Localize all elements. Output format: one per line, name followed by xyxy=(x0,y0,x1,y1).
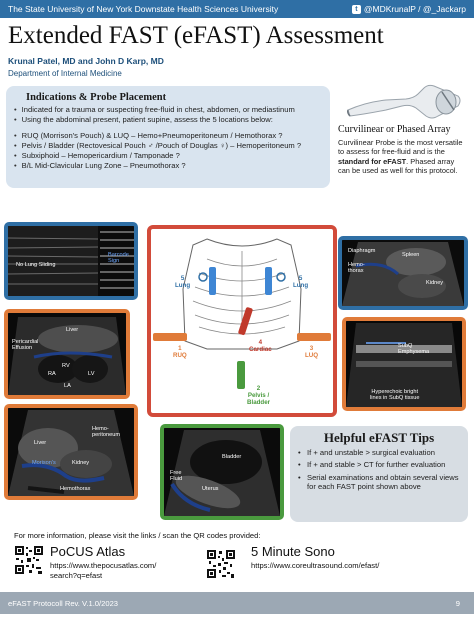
subq-caption: Hyperechoic bright lines in SubQ tissue xyxy=(370,389,420,402)
ruq-hemothorax-label: Hemothorax xyxy=(60,486,91,492)
indications-panel xyxy=(6,86,330,188)
zone-luq-label: 3 LUQ xyxy=(305,345,319,359)
department: Department of Internal Medicine xyxy=(8,69,122,78)
page-title: Extended FAST (eFAST) Assessment xyxy=(8,22,384,49)
footer xyxy=(0,592,474,614)
tip-item: • If + and stable > CT for further evaluation xyxy=(298,460,460,469)
social-handles xyxy=(352,4,466,14)
authors: Krunal Patel, MD and John D Karp, MD xyxy=(8,56,164,66)
luq-kidney-label: Kidney xyxy=(426,280,444,286)
five-minute-sono-title[interactable]: 5 Minute Sono xyxy=(251,544,335,559)
luq-diaphragm-label: Diaphragm xyxy=(348,248,376,254)
lung-label-left: No Lung Sliding xyxy=(16,262,56,268)
page-number: 9 xyxy=(455,598,460,608)
zone-cardiac-label: 4 Cardiac xyxy=(249,339,272,353)
ruq-liver-label: Liver xyxy=(34,440,47,446)
location-item: • Pelvis / Bladder (Rectovesical Pouch ♂ /Pouch of Douglas ♀) – Hemoperitoneum ? xyxy=(14,141,322,151)
ultrasound-subq-panel xyxy=(342,317,466,411)
lung-label-right: Barcode Sign xyxy=(108,252,129,265)
ruq-morisons-label: Morison's xyxy=(32,460,56,466)
cardiac-ra-label: RA xyxy=(48,371,56,377)
ultrasound-probe-image xyxy=(346,80,464,122)
zone-ruq-label: 1 RUQ xyxy=(173,345,187,359)
more-info-text: For more information, please visit the links / scan the QR codes provided: xyxy=(14,531,261,540)
pelvis-bladder-label: Bladder xyxy=(222,454,242,460)
ultrasound-lung-panel xyxy=(4,222,138,300)
locations-list xyxy=(14,131,322,171)
ultrasound-luq-panel xyxy=(338,236,468,310)
probe-title: Curvilinear or Phased Array xyxy=(338,124,451,135)
cardiac-la-label: LA xyxy=(64,383,71,389)
pocus-atlas-title[interactable]: PoCUS Atlas xyxy=(50,544,126,559)
tip-item: • If + and unstable > surgical evaluation xyxy=(298,448,460,457)
twitter-icon: t xyxy=(352,5,361,14)
ruq-kidney-label: Kidney xyxy=(72,460,90,466)
ultrasound-cardiac-panel xyxy=(4,309,130,399)
ultrasound-ruq-panel xyxy=(4,404,138,500)
location-item: • Subxiphoid – Hemopericardium / Tamponade ? xyxy=(14,151,322,161)
version-text: eFAST Protocoll Rev. V.1.0/2023 xyxy=(8,598,119,608)
pelvis-free-fluid-label: Free Fluid xyxy=(170,470,183,483)
cardiac-effusion-label: Pericardial Effusion xyxy=(12,339,39,352)
cardiac-rv-label: RV xyxy=(62,363,70,369)
tips-panel xyxy=(290,426,468,522)
location-item: • B/L Mid-Clavicular Lung Zone – Pneumothorax ? xyxy=(14,161,322,171)
subq-label: SubQ Emphysema xyxy=(398,343,430,356)
probe-description: Curvilinear Probe is the most versatile to assess for free-fluid and is the standard for eFAST. Phased array can be used as well for this protocol. xyxy=(338,138,463,176)
probe-section xyxy=(336,80,468,208)
location-item: • RUQ (Morrison's Pouch) & LUQ – Hemo+Pneumoperitoneum / Hemothorax ? xyxy=(14,131,322,141)
luq-spleen-label: Spleen xyxy=(402,252,420,258)
institution-name: The State University of New York Downstate Health Sciences University xyxy=(8,4,279,14)
qr-code-icon[interactable] xyxy=(206,549,236,579)
indication-item: • Using the abdominal present, patient supine, assess the 5 locations below: xyxy=(14,115,322,125)
ultrasound-pelvis-panel xyxy=(160,424,284,520)
efast-probe-diagram xyxy=(147,225,337,417)
tips-heading: Helpful eFAST Tips xyxy=(323,430,435,445)
qr-code-icon[interactable] xyxy=(14,545,44,575)
indications-heading: Indications & Probe Placement xyxy=(26,92,167,103)
social-text: @MDKrunalP / @_Jackarp xyxy=(363,4,466,14)
indication-item: • Indicated for a trauma or suspecting free-fluid in chest, abdomen, or mediastinum xyxy=(14,105,322,115)
ruq-hemoperitoneum-label: Hemo- peritoneum xyxy=(92,426,120,439)
cardiac-liver-label: Liver xyxy=(66,327,79,333)
indications-list xyxy=(14,105,322,125)
ruq-ultrasound-image xyxy=(8,408,134,496)
five-minute-sono-link[interactable]: https://www.coreultrasound.com/efast/ xyxy=(251,561,380,570)
zone-lung-right-label: 5 Lung xyxy=(293,275,309,289)
pelvis-uterus-label: Uterus xyxy=(202,486,219,492)
zone-pelvis-label: 2 Pelvis / Bladder xyxy=(247,385,271,406)
cardiac-lv-label: LV xyxy=(88,371,95,377)
tip-item: • Serial examinations and obtain several views for each FAST point shown above xyxy=(298,473,460,492)
top-bar xyxy=(0,0,474,18)
luq-hemothorax-label: Hemo- thorax xyxy=(348,262,365,275)
torso-illustration xyxy=(151,229,333,413)
zone-lung-left-label: 5 Lung xyxy=(175,275,191,289)
tips-list xyxy=(298,448,460,492)
pocus-atlas-link[interactable]: https://www.thepocusatlas.com/ search?q=efast xyxy=(50,561,157,580)
